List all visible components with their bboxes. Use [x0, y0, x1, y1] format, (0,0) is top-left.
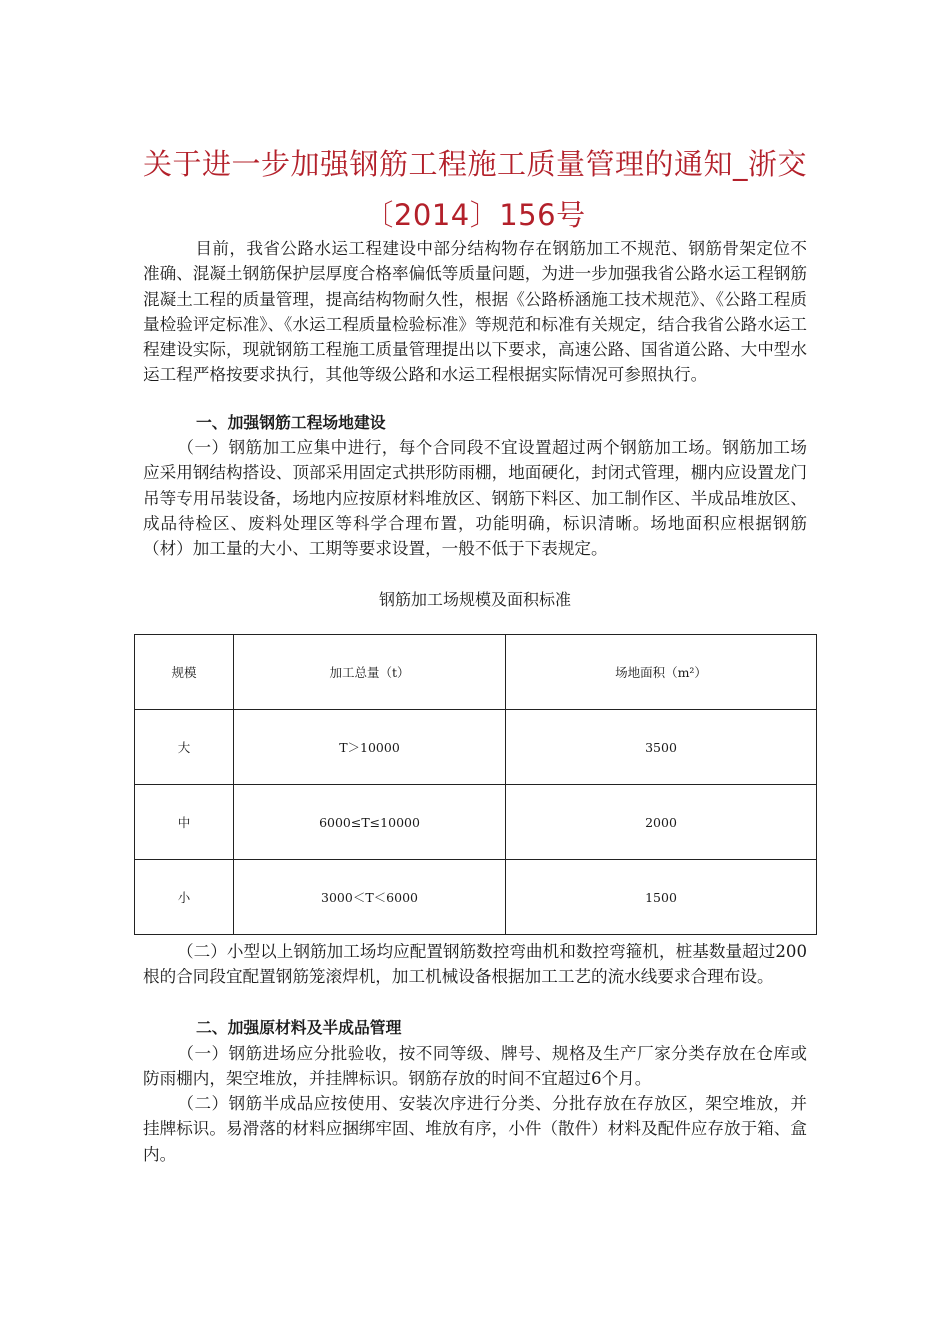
section1-heading: 一、加强钢筋工程场地建设 — [196, 413, 386, 432]
table-caption: 钢筋加工场规模及面积标准 — [378, 590, 571, 609]
table-header-row — [135, 635, 817, 710]
table-header-cell: 加工总量（t） — [234, 635, 506, 710]
intro-paragraph — [143, 236, 807, 388]
table-cell: 小 — [135, 860, 234, 935]
intro-text: 目前，我省公路水运工程建设中部分结构物存在钢筋加工不规范、钢筋骨架定位不准确、混凝土钢筋保护层厚度合格率偏低等质量问题，为进一步加强我省公路水运工程钢筋混凝土工程的质量管理，提高结构物耐久性，根据《公路桥涵施工技术规范》、《公路工程质量检验评定标准》、《水运工程质量检验标准》等规范和标准有关规定，结合我省公路水运工程建设实际，现就钢筋工程施工质量管理提出以下要求，高速公路、国省道公路、大中型水运工程严格按要求执行，其他等级公路和水运工程根据实际情况可参照执行。 — [143, 239, 807, 385]
table-cell: 大 — [135, 710, 234, 785]
table-row — [135, 860, 817, 935]
table-cell: 3500 — [506, 710, 817, 785]
section2-heading: 二、加强原材料及半成品管理 — [196, 1018, 402, 1037]
table-row — [135, 785, 817, 860]
section1-paragraph1 — [143, 435, 807, 561]
table-cell: 2000 — [506, 785, 817, 860]
table-cell: 中 — [135, 785, 234, 860]
table-cell: 1500 — [506, 860, 817, 935]
table-cell: 3000＜T＜6000 — [234, 860, 506, 935]
section2-paragraph2-text: （二）钢筋半成品应按使用、安装次序进行分类、分批存放在存放区，架空堆放，并挂牌标识。易滑落的材料应捆绑牢固、堆放有序，小件（散件）材料及配件应存放于箱、盒内。 — [143, 1094, 807, 1164]
section1-paragraph2 — [143, 939, 807, 990]
section2-paragraph2 — [143, 1091, 807, 1167]
table-row — [135, 710, 817, 785]
table-header-cell: 规模 — [135, 635, 234, 710]
section1-paragraph1-text: （一）钢筋加工应集中进行，每个合同段不宜设置超过两个钢筋加工场。钢筋加工场应采用钢结构搭设、顶部采用固定式拱形防雨棚，地面硬化，封闭式管理，棚内应设置龙门吊等专用吊装设备，场地内应按原材料堆放区、钢筋下料区、加工制作区、半成品堆放区、成品待检区、废料处理区等科学合理布置，功能明确，标识清晰。场地面积应根据钢筋（材）加工量的大小、工期等要求设置，一般不低于下表规定。 — [143, 438, 807, 559]
document-title-line1: 关于进一步加强钢筋工程施工质量管理的通知_浙交 — [142, 147, 807, 181]
document-title-line2: 〔2014〕156号 — [364, 198, 586, 232]
table-header-cell: 场地面积（m²） — [506, 635, 817, 710]
standards-table — [134, 634, 817, 935]
section2-paragraph1-text: （一）钢筋进场应分批验收，按不同等级、牌号、规格及生产厂家分类存放在仓库或防雨棚内，架空堆放，并挂牌标识。钢筋存放的时间不宜超过6个月。 — [143, 1044, 807, 1089]
table-cell: 6000≤T≤10000 — [234, 785, 506, 860]
section2-paragraph1 — [143, 1041, 807, 1092]
table-cell: T＞10000 — [234, 710, 506, 785]
section1-paragraph2-text: （二）小型以上钢筋加工场均应配置钢筋数控弯曲机和数控弯箍机，桩基数量超过200根的合同段宜配置钢筋笼滚焊机，加工机械设备根据加工工艺的流水线要求合理布设。 — [143, 942, 807, 987]
